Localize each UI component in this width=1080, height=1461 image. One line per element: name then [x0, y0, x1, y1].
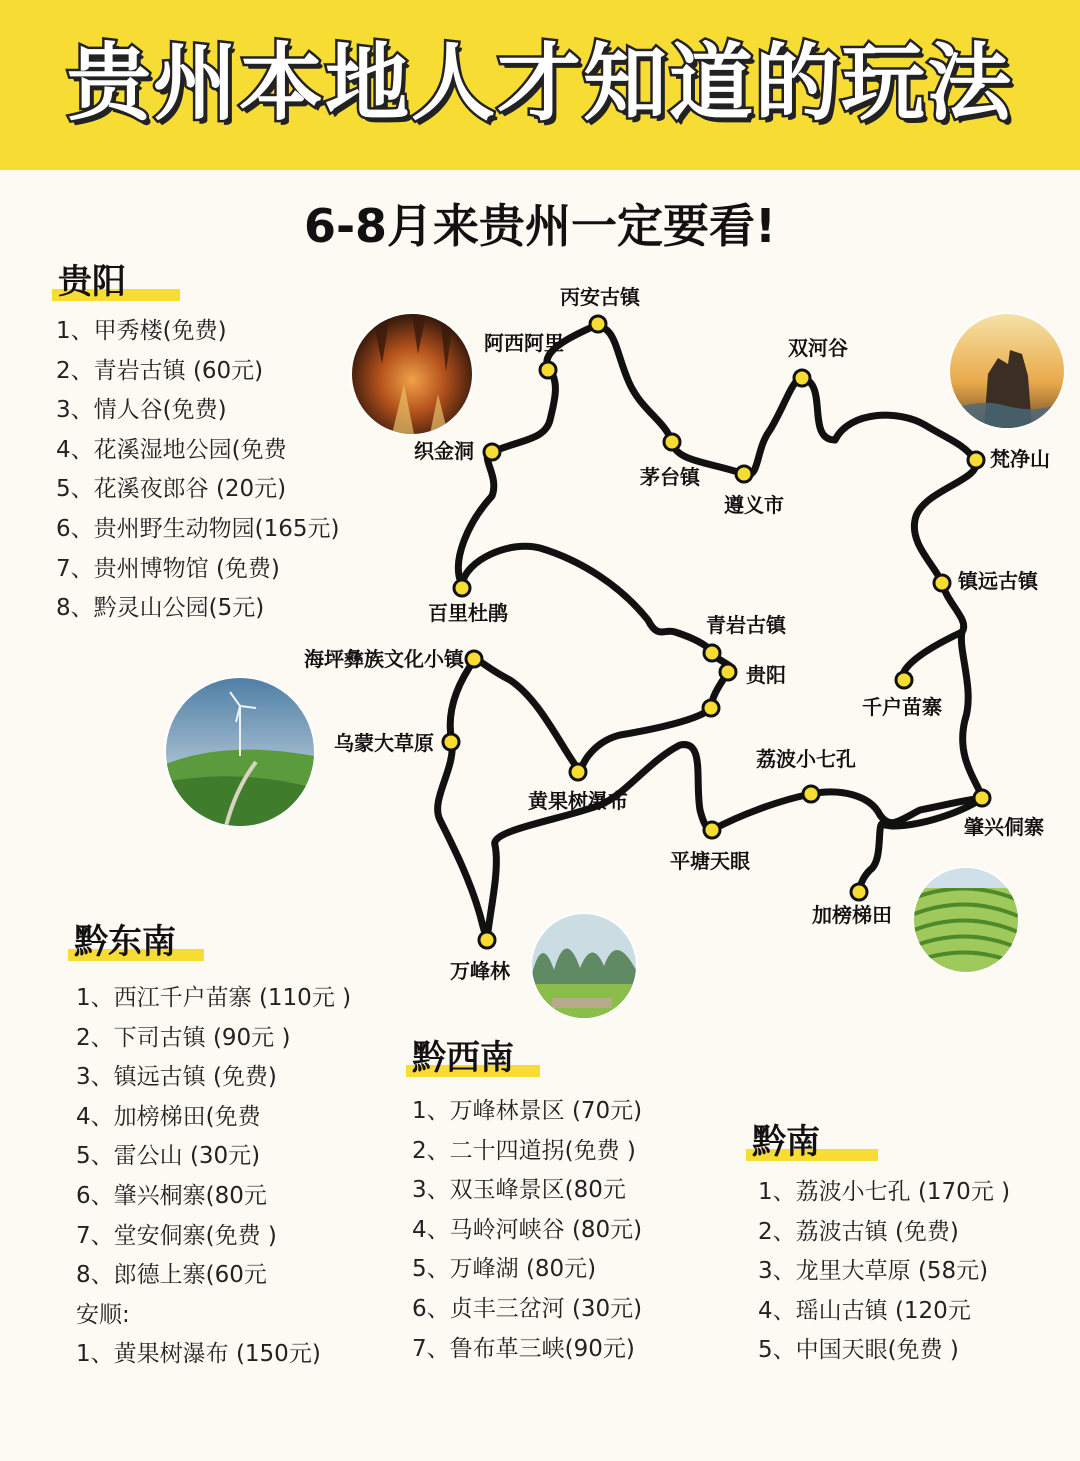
stop-marker	[704, 822, 720, 838]
stop-marker	[479, 932, 495, 948]
list-item: 1、西江千户苗寨 (110元 )	[76, 985, 352, 1011]
list-item: 1、荔波小七孔 (170元 )	[758, 1179, 1011, 1205]
place-label-jiabang: 加榜梯田	[812, 903, 892, 927]
stop-marker	[736, 466, 752, 482]
place-label-huangguoshu: 黄果树瀑布	[528, 789, 628, 813]
place-label-libo: 荔波小七孔	[756, 747, 856, 771]
list-item: 7、贵州博物馆 (免费)	[56, 555, 280, 582]
place-label-guiyang: 贵阳	[746, 663, 786, 687]
place-label-pingtang: 平塘天眼	[670, 849, 750, 873]
list-item: 7、鲁布革三峡(90元)	[412, 1335, 635, 1362]
place-label-baili: 百里杜鹃	[428, 601, 508, 625]
place-label-maotai: 茅台镇	[640, 465, 700, 489]
list-item: 2、二十四道拐(免费 )	[412, 1137, 636, 1164]
list-item: 4、花溪湿地公园(免费	[56, 436, 287, 463]
stop-marker	[803, 786, 819, 802]
place-label-haiping: 海坪彝族文化小镇	[304, 647, 464, 671]
place-label-wumeng: 乌蒙大草原	[334, 731, 434, 755]
list-item: 5、花溪夜郎谷 (20元)	[56, 476, 287, 503]
place-label-bingan: 丙安古镇	[560, 285, 640, 309]
place-label-axi: 阿西阿里	[484, 331, 564, 355]
stop-marker	[794, 370, 810, 386]
stop-marker	[664, 434, 680, 450]
stop-marker	[570, 764, 586, 780]
place-label-zhijin: 织金洞	[414, 439, 474, 463]
stop-marker	[704, 645, 720, 661]
stop-marker	[974, 790, 990, 806]
route-line-qianhu	[903, 632, 962, 681]
list-item: 2、青岩古镇 (60元)	[56, 357, 264, 384]
list-item: 5、中国天眼(免费 )	[758, 1337, 959, 1364]
section-title-text: 黔东南	[74, 922, 176, 962]
stop-marker	[454, 580, 470, 596]
stop-marker	[851, 884, 867, 900]
list-item: 8、郎德上寨(60元	[76, 1262, 267, 1289]
place-label-qingyan: 青岩古镇	[706, 613, 786, 637]
list-item: 5、万峰湖 (80元)	[412, 1256, 597, 1283]
place-label-wanfeng: 万峰林	[450, 959, 510, 983]
page-subtitle: 6-8月来贵州一定要看!	[303, 199, 777, 253]
stop-marker	[934, 575, 950, 591]
list-item: 4、加榜梯田(免费	[76, 1103, 261, 1130]
list-item: 7、堂安侗寨(免费 )	[76, 1222, 277, 1249]
stop-marker	[484, 444, 500, 460]
stop-marker	[968, 452, 984, 468]
stop-marker	[896, 672, 912, 688]
list-item: 3、情人谷(免费)	[56, 397, 227, 424]
place-label-fanjing: 梵净山	[990, 447, 1050, 471]
list-item: 5、雷公山 (30元)	[76, 1143, 261, 1170]
list-item: 1、甲秀楼(免费)	[56, 318, 227, 344]
list-item: 6、贵州野生动物园(165元)	[56, 515, 340, 542]
list-item: 2、荔波古镇 (免费)	[758, 1218, 959, 1245]
stop-marker	[720, 664, 736, 680]
page-title: 贵州本地人才知道的玩法	[66, 34, 1013, 132]
section-title-text: 贵阳	[58, 262, 126, 302]
section-title-text: 黔西南	[412, 1038, 514, 1078]
place-label-zhenyuan: 镇远古镇	[958, 569, 1038, 593]
stop-marker	[466, 651, 482, 667]
list-item: 8、黔灵山公园(5元)	[56, 595, 265, 622]
route-line-guiyang	[462, 546, 733, 772]
place-label-shuanghe: 双河谷	[788, 336, 848, 360]
stop-marker	[703, 700, 719, 716]
section-title-text: 黔南	[752, 1122, 820, 1162]
list-item: 2、下司古镇 (90元 )	[76, 1024, 291, 1051]
list-item: 6、肇兴桐寨(80元	[76, 1182, 267, 1209]
list-item: 3、双玉峰景区(80元	[412, 1177, 626, 1204]
list-item: 1、万峰林景区 (70元)	[412, 1098, 643, 1124]
list-item: 安顺:	[76, 1301, 130, 1328]
stop-marker	[590, 316, 606, 332]
place-label-qianhu: 千户苗寨	[862, 695, 942, 719]
list-item: 3、龙里大草原 (58元)	[758, 1258, 989, 1285]
place-label-zunyi: 遵义市	[724, 493, 784, 517]
stop-marker	[540, 362, 556, 378]
stop-marker	[443, 734, 459, 750]
list-item: 6、贞丰三岔河 (30元)	[412, 1295, 643, 1322]
place-label-zhaoxing: 肇兴侗寨	[964, 815, 1044, 839]
list-item: 1、黄果树瀑布 (150元)	[76, 1341, 321, 1368]
list-item: 4、马岭河峡谷 (80元)	[412, 1216, 643, 1243]
list-item: 4、瑶山古镇 (120元	[758, 1297, 971, 1324]
list-item: 3、镇远古镇 (免费)	[76, 1064, 277, 1091]
